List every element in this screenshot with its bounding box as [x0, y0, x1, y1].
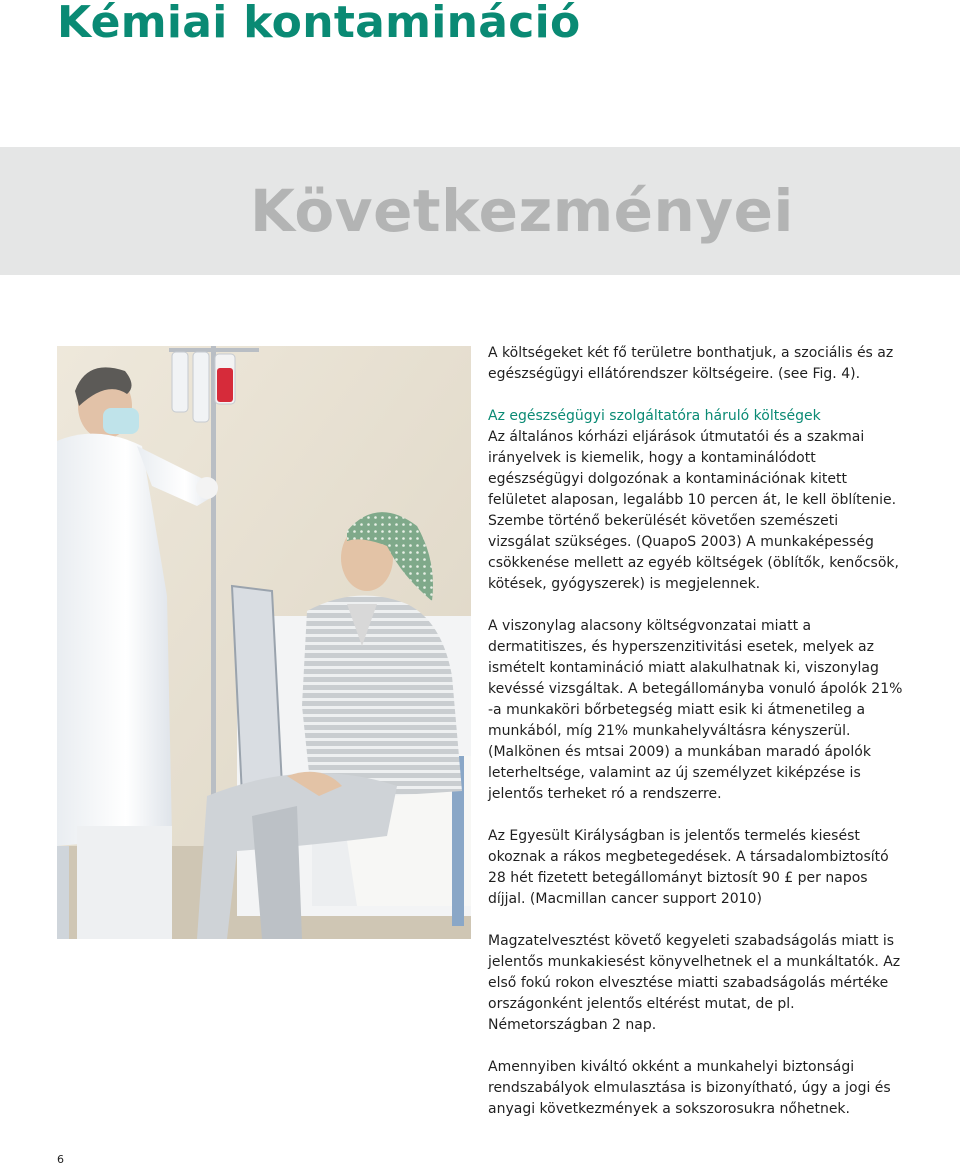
page-title: Kémiai kontamináció — [57, 0, 581, 48]
paragraph-dermatitis: A viszonylag alacsony költségvonzatai miatt a dermatitiszes, és hyperszenzitivitási esetek, melyek az ismételt kontamináció miatt alakulhatnak ki, viszonylag kevéssé vizsgáltak. A betegállományba vonuló ápolók 21% -a munkaköri bőrbetegség miatt esik ki átmenetileg a munkából, míg 21% munkahelyváltásra kényszerül. (Malkönen és mtsai 2009) a munkában maradó ápolók leterheltsége, valamint az új személyzet kiképzése is jelentős terheket ró a rendszerre. — [488, 618, 903, 802]
section-subtitle: Következményei — [250, 177, 794, 245]
section-heading: Az egészségügyi szolgáltatóra háruló költségek — [488, 408, 821, 424]
hospital-photo — [57, 346, 471, 939]
paragraph-intro: A költségeket két fő területre bonthatjuk, a szociális és az egészségügyi ellátórendszer költségeire. (see Fig. 4). — [488, 345, 894, 382]
paragraph-leave: Magzatelvesztést követő kegyeleti szabadságolás miatt is jelentős munkakiesést könyvelhetnek el a munkáltatók. Az első fokú rokon elvesztése miatti szabadságolás mértéke országonként jelentős eltérést mutat, de pl. Németországban 2 nap. — [488, 933, 901, 1033]
paragraph-uk: Az Egyesült Királyságban is jelentős termelés kiesést okoznak a rákos megbetegedések. A társadalombiztosító 28 hét fizetett betegállományt biztosít 90 £ per napos díjjal. (Macmillan cancer support 2010) — [488, 828, 889, 907]
paragraph-provider-text: Az általános kórházi eljárások útmutatói és a szakmai irányelvek is kiemelik, hogy a kontaminálódott egészségügyi dolgozónak a kontaminációnak kitett felületet alaposan, legalább 10 percen át, le kell öblítenie. Szembe történő bekerülését követően szemészeti vizsgálat szükséges. (QuapoS 2003) A munkaképesség csökkenése mellett az egyéb költségek (öblítők, kenőcsök, kötések, gyógyszerek) is megjelennek. — [488, 429, 899, 592]
paragraph-legal: Amennyiben kiváltó okként a munkahelyi biztonsági rendszabályok elmulasztása is bizonyítható, úgy a jogi és anyagi következmények a sokszorosukra nőhetnek. — [488, 1059, 891, 1117]
page-number: 6 — [57, 1153, 64, 1166]
body-text — [488, 343, 904, 1141]
hospital-photo-icon — [57, 346, 471, 939]
paragraph-provider-costs — [488, 406, 904, 595]
